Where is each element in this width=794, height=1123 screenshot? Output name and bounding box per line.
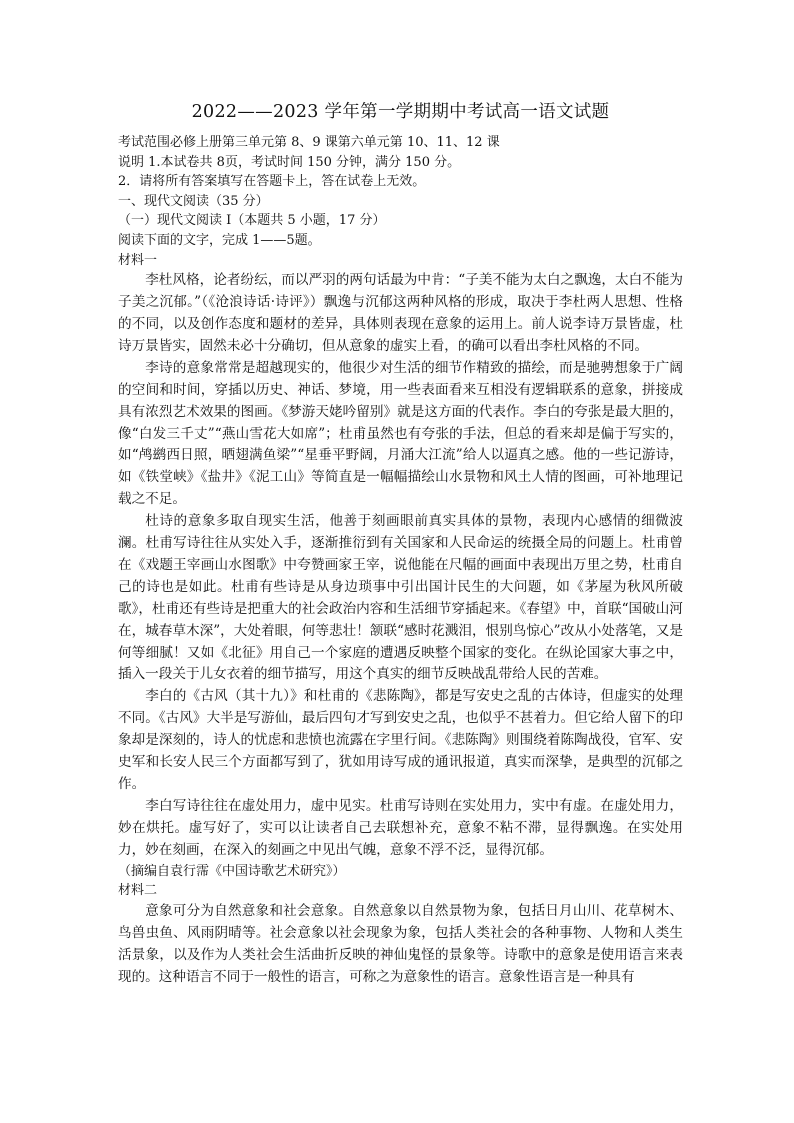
- exam-page: [118, 100, 683, 988]
- material-1-label: 材料一: [118, 252, 158, 268]
- material-1-paragraph: 李白的《古风（其十九）》和杜甫的《悲陈陶》，都是写安史之乱的古体诗，但虚实的处理不同。《古风》大半是写游仙，最后四句才写到安史之乱，也似乎不甚着力。但它给人留下的印象却是深刻的，诗人的忧虑和悲愤也流露在字里行间。《悲陈陶》则围绕着陈陶战役，官军、安史军和长安人民三个方面都写到了，犹如用诗写成的通讯报道，真实而深挚，是典型的沉郁之作。: [118, 688, 683, 792]
- material-1-paragraph: 杜诗的意象多取自现实生活，他善于刻画眼前真实具体的景物，表现内心感情的细微波澜。杜甫写诗往往从实处入手，逐渐推衍到有关国家和人民命运的统摄全局的问题上。杜甫曾在《戏题王宰画山水图歌》中夸赞画家王宰，说他能在尺幅的画面中表现出万里之势，杜甫自己的诗也是如此。杜甫有些诗是从身边琐事中引出国计民生的大问题，如《茅屋为秋风所破歌》，杜甫还有些诗是把重大的社会政治内容和生活细节穿插起来。《春望》中，首联“国破山河在，城春草木深”，大处着眼，何等悲壮！颔联“感时花溅泪，恨别鸟惊心”改从小处落笔，又是何等细腻！又如《北征》用自己一个家庭的遭遇反映整个国家的变化。在纵论国家大事之中，插入一段关于儿女衣着的细节描写，用这个真实的细节反映战乱带给人民的苦难。: [118, 513, 683, 683]
- exam-title: 2022——2023 学年第一学期期中考试高一语文试题: [191, 102, 610, 122]
- instruction-line-1: 说明 1.本试卷共 8页，考试时间 150 分钟，满分 150 分。: [118, 154, 461, 170]
- material-1-paragraph: 李杜风格，论者纷纭，而以严羽的两句话最为中肯：“子美不能为太白之飘逸，太白不能为子美之沉郁。”（《沧浪诗话·诗评》）飘逸与沉郁这两种风格的形成，取决于李杜两人思想、性格的不同，以及创作态度和题材的差异，具体则表现在意象的运用上。前人说李诗万景皆虚，杜诗万景皆实，固然未必十分确切，但从意象的虚实上看，的确可以看出李杜风格的不同。: [118, 272, 683, 354]
- material-2-label: 材料二: [118, 883, 158, 899]
- header-lines: [118, 133, 683, 270]
- reading-instruction: 阅读下面的文字，完成 1——5题。: [118, 232, 321, 248]
- material-1-paragraph: 李诗的意象常常是超越现实的，他很少对生活的细节作精致的描绘，而是驰骋想象于广阔的空间和时间，穿插以历史、神话、梦境，用一些表面看来互相没有逻辑联系的意象，拼接成具有浓烈艺术效果的图画。《梦游天姥吟留别》就是这方面的代表作。李白的夸张是最大胆的，像“白发三千丈”“燕山雪花大如席”；杜甫虽然也有夸张的手法，但总的看来却是偏于写实的，如“鸬鹚西日照，晒翅满鱼梁”“星垂平野阔，月涌大江流”给人以逼真之感。他的一些记游诗，如《铁堂峡》《盐井》《泥工山》等简直是一幅幅描绘山水景物和风土人情的图画，可补地理记载之不足。: [118, 359, 683, 508]
- subsection-heading: （一）现代文阅读 I（本题共 5 小题，17 分）: [118, 213, 386, 229]
- material-1-paragraph: 李白写诗往往在虚处用力，虚中见实。杜甫写诗则在实处用力，实中有虚。在虚处用力，妙在烘托。虚写好了，实可以让读者自己去联想补充，意象不粘不滞，显得飘逸。在实处用力，妙在刻画，在深入的刻画之中见出气魄，意象不浮不泛，显得沉郁。: [118, 797, 683, 858]
- source-citation: （摘编自袁行霈《中国诗歌艺术研究》）: [118, 863, 346, 879]
- material-1-body: [118, 270, 683, 861]
- instruction-line-2: 2．请将所有答案填写在答题卡上，答在试卷上无效。: [118, 174, 426, 190]
- section-heading: 一、现代文阅读（35 分）: [118, 193, 269, 209]
- material-2-paragraph: 意象可分为自然意象和社会意象。自然意象以自然景物为象，包括日月山川、花草树木、鸟兽虫鱼、风雨阴晴等。社会意象以社会现象为象，包括人类社会的各种事物、人物和人类生活景象，以及作为人类社会生活曲折反映的神仙鬼怪的景象等。诗歌中的意象是使用语言来表现的。这种语言不同于一般性的语言，可称之为意象性的语言。意象性语言是一种具有: [118, 902, 683, 985]
- exam-scope-line: 考试范围必修上册第三单元第 8、9 课第六单元第 10、11、12 课: [118, 135, 500, 150]
